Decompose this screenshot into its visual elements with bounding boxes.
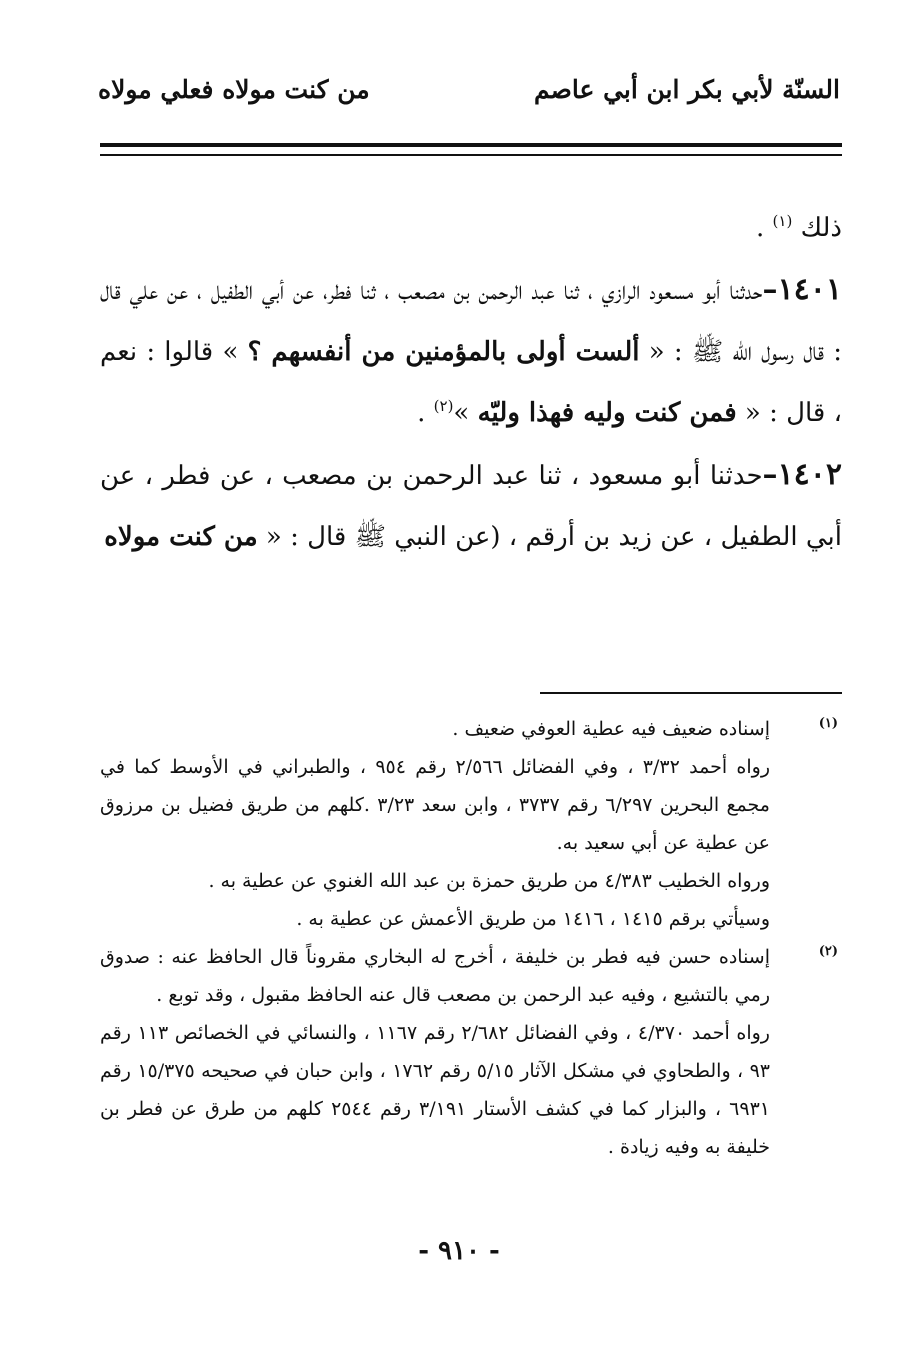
footnote-paragraph: رواه أحمد ٤/٣٧٠ ، وفي الفضائل ٢/٦٨٢ رقم ١١٦٧ ، والنسائي في الخصائص ١١٣ رقم ٩٣ ، والطحاوي في مشكل الآثار ٥/١٥ رقم ١٧٦٢ ، وابن حبان في صحيحه ١٥/٣٧٥ رقم ٦٩٣١ ، والبزار كما في كشف الأستار ٣/١٩١ رقم ٢٥٤٤ كلهم من طرق عن فطر بن خليفة به وفيه زيادة . [100,1022,770,1158]
page-number: - ٩١٠ - [418,1236,500,1266]
main-text [100,198,842,568]
hadith-number: ١٤٠٢ [777,457,842,492]
footnote-body [100,710,770,938]
hadith-text: حدثنا أبو مسعود ، ثنا عبد الرحمن بن مصعب ، عن فطر ، عن أبي الطفيل ، عن زيد بن أرقم ، (عن النبي ﷺ قال : « [100,461,842,552]
hadith-text: » قالوا : نعم ، قال : « [100,337,842,428]
hadith-1401 [100,259,842,444]
footnote-paragraph: وسيأتي برقم ١٤١٥ ، ١٤١٦ من طريق الأعمش عن عطية به . [296,908,770,930]
hadith-matn: ألست أولى بالمؤمنين من أنفسهم ؟ [247,337,640,367]
book-title: السنّة لأبي بكر ابن أبي عاصم [533,74,840,104]
header-rule-thin [100,154,842,156]
footnote-marker: (١) [818,716,838,731]
hadith-text: » [453,398,470,428]
footnote-ref-1[interactable]: (١) [772,212,793,230]
hadith-text: حدثنا أبو مسعود الرازي ، ثنا عبد الرحمن بن مصعب ، ثنا فطر، عن أبي الطفيل ، عن علي قال : قال رسول الله ﷺ : « [100,276,842,367]
opening-text: ذلك [800,213,842,243]
opening-line [100,198,842,259]
hadith-dash: – [762,457,778,492]
footnote-body [100,938,770,1166]
opening-end: . [756,213,765,243]
footnote-paragraph: ورواه الخطيب ٤/٣٨٣ من طريق حمزة بن عبد الله الغنوي عن عطية به . [208,870,770,892]
footnote-paragraph: رواه أحمد ٣/٣٢ ، وفي الفضائل ٢/٥٦٦ رقم ٩٥٤ ، والطبراني في الأوسط كما في مجمع البحرين ٦/٢٩٧ رقم ٣٧٣٧ ، وابن سعد ٣/٢٣ .كلهم من طريق فضيل بن مرزوق عن عطية عن أبي سعيد به. [100,756,770,854]
hadith-end: . [417,398,426,428]
footnote-paragraph: إسناده حسن فيه فطر بن خليفة ، أخرج له البخاري مقروناً قال الحافظ عنه : صدوق رمي بالتشيع ، وفيه عبد الرحمن بن مصعب قال عنه الحافظ مقبول ، وقد توبع . [100,946,770,1006]
hadith-matn: من كنت مولاه [104,522,258,552]
footnote-ref-2[interactable]: (٢) [433,397,454,415]
footnote-paragraph: إسناده ضعيف فيه عطية العوفي ضعيف . [452,718,770,740]
footnote-marker: (٢) [818,944,838,959]
hadith-dash: – [762,272,778,307]
footnotes [100,710,842,1166]
hadith-1402 [100,444,842,568]
footnote-1 [100,710,842,938]
chapter-title: من كنت مولاه فعلي مولاه [98,74,370,104]
footnote-separator [540,692,842,694]
hadith-number: ١٤٠١ [777,272,842,307]
running-header [98,66,840,112]
hadith-matn: فمن كنت وليه فهذا وليّه [477,398,737,428]
header-rule-thick [100,143,842,147]
footnote-2 [100,938,842,1166]
